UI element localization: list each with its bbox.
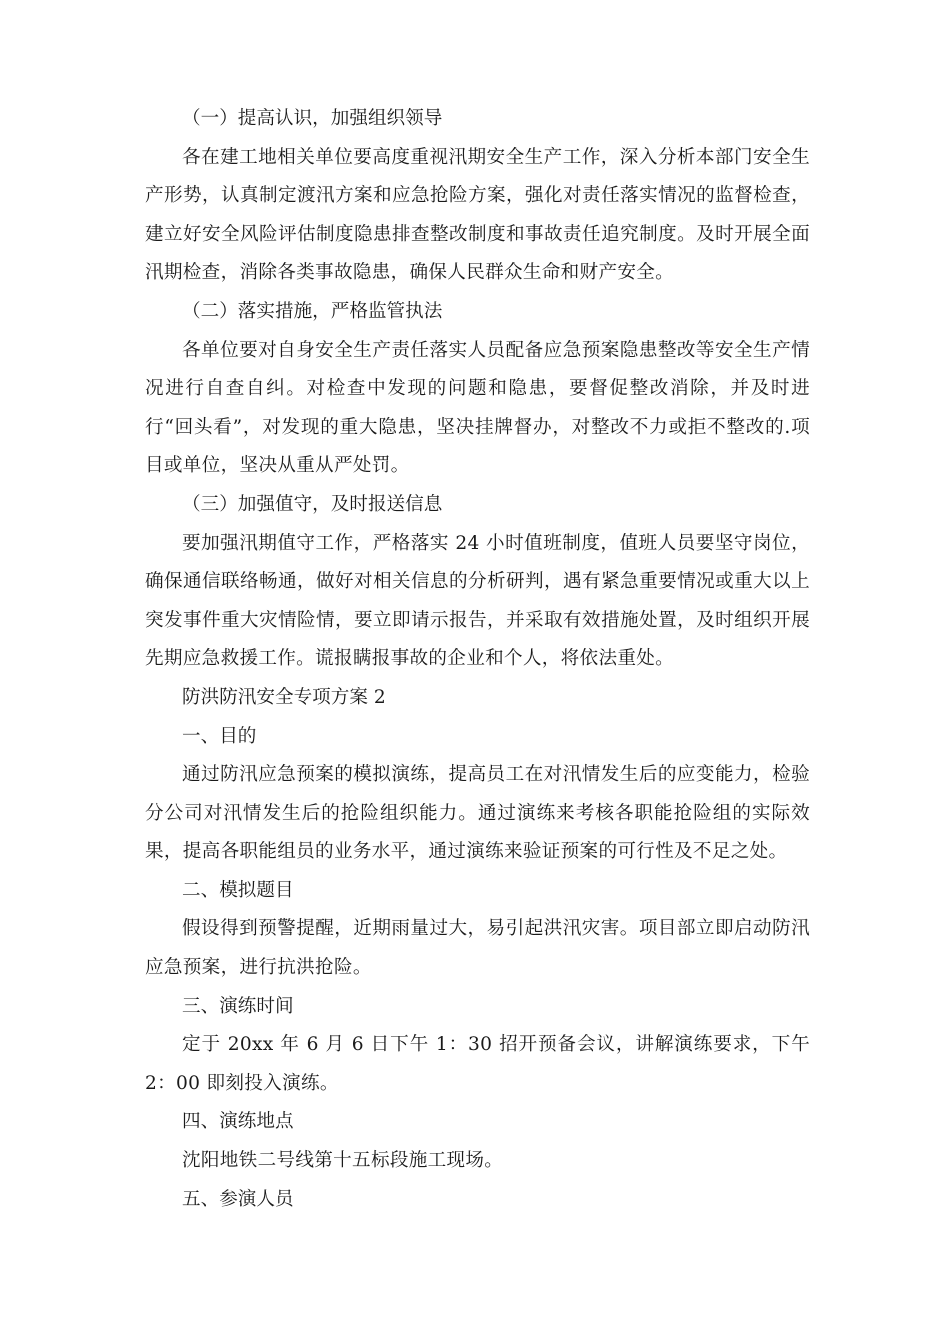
- body-paragraph: 定于 20xx 年 6 月 6 日下午 1：30 招开预备会议，讲解演练要求，下午 2：00 即刻投入演练。: [145, 1034, 810, 1094]
- body-paragraph: 各单位要对自身安全生产责任落实人员配备应急预案隐患整改等安全生产情况进行自查自纠。对检查中发现的问题和隐患，要督促整改消除，并及时进行“回头看”，对发现的重大隐患，坚决挂牌督办，对整改不力或拒不整改的.项目或单位，坚决从重从严处罚。: [145, 339, 810, 477]
- body-paragraph: 沈阳地铁二号线第十五标段施工现场。: [182, 1150, 504, 1172]
- body-paragraph: 要加强汛期值守工作，严格落实 24 小时值班制度，值班人员要坚守岗位，确保通信联络畅通，做好对相关信息的分析研判，遇有紧急重要情况或重大以上突发事件重大灾情险情，要立即请示报告，并采取有效措施处置，及时组织开展先期应急救援工作。谎报瞒报事故的企业和个人，将依法重处。: [145, 532, 810, 670]
- section-heading: （三）加强值守，及时报送信息: [182, 493, 443, 515]
- body-paragraph: 各在建工地相关单位要高度重视汛期安全生产工作，深入分析本部门安全生产形势，认真制定渡汛方案和应急抢险方案，强化对责任落实情况的监督检查，建立好安全风险评估制度隐患排查整改制度和事故责任追究制度。及时开展全面汛期检查，消除各类事故隐患，确保人民群众生命和财产安全。: [145, 146, 810, 284]
- section-heading: 一、目的: [182, 725, 257, 747]
- section-heading: 四、演练地点: [182, 1111, 294, 1133]
- section-heading: 五、参演人员: [182, 1188, 294, 1210]
- body-paragraph: 通过防汛应急预案的模拟演练，提高员工在对汛情发生后的应变能力，检验分公司对汛情发生后的抢险组织能力。通过演练来考核各职能抢险组的实际效果，提高各职能组员的业务水平，通过演练来验证预案的可行性及不足之处。: [145, 764, 810, 863]
- section-heading: （二）落实措施，严格监管执法: [182, 300, 443, 322]
- document-title: 防洪防汛安全专项方案 2: [182, 686, 386, 708]
- document-body: [145, 100, 810, 1219]
- section-heading: （一）提高认识，加强组织领导: [182, 108, 443, 129]
- body-paragraph: 假设得到预警提醒，近期雨量过大，易引起洪汛灾害。项目部立即启动防汛应急预案，进行抗洪抢险。: [145, 918, 810, 979]
- section-heading: 三、演练时间: [182, 995, 294, 1017]
- section-heading: 二、模拟题目: [182, 879, 294, 901]
